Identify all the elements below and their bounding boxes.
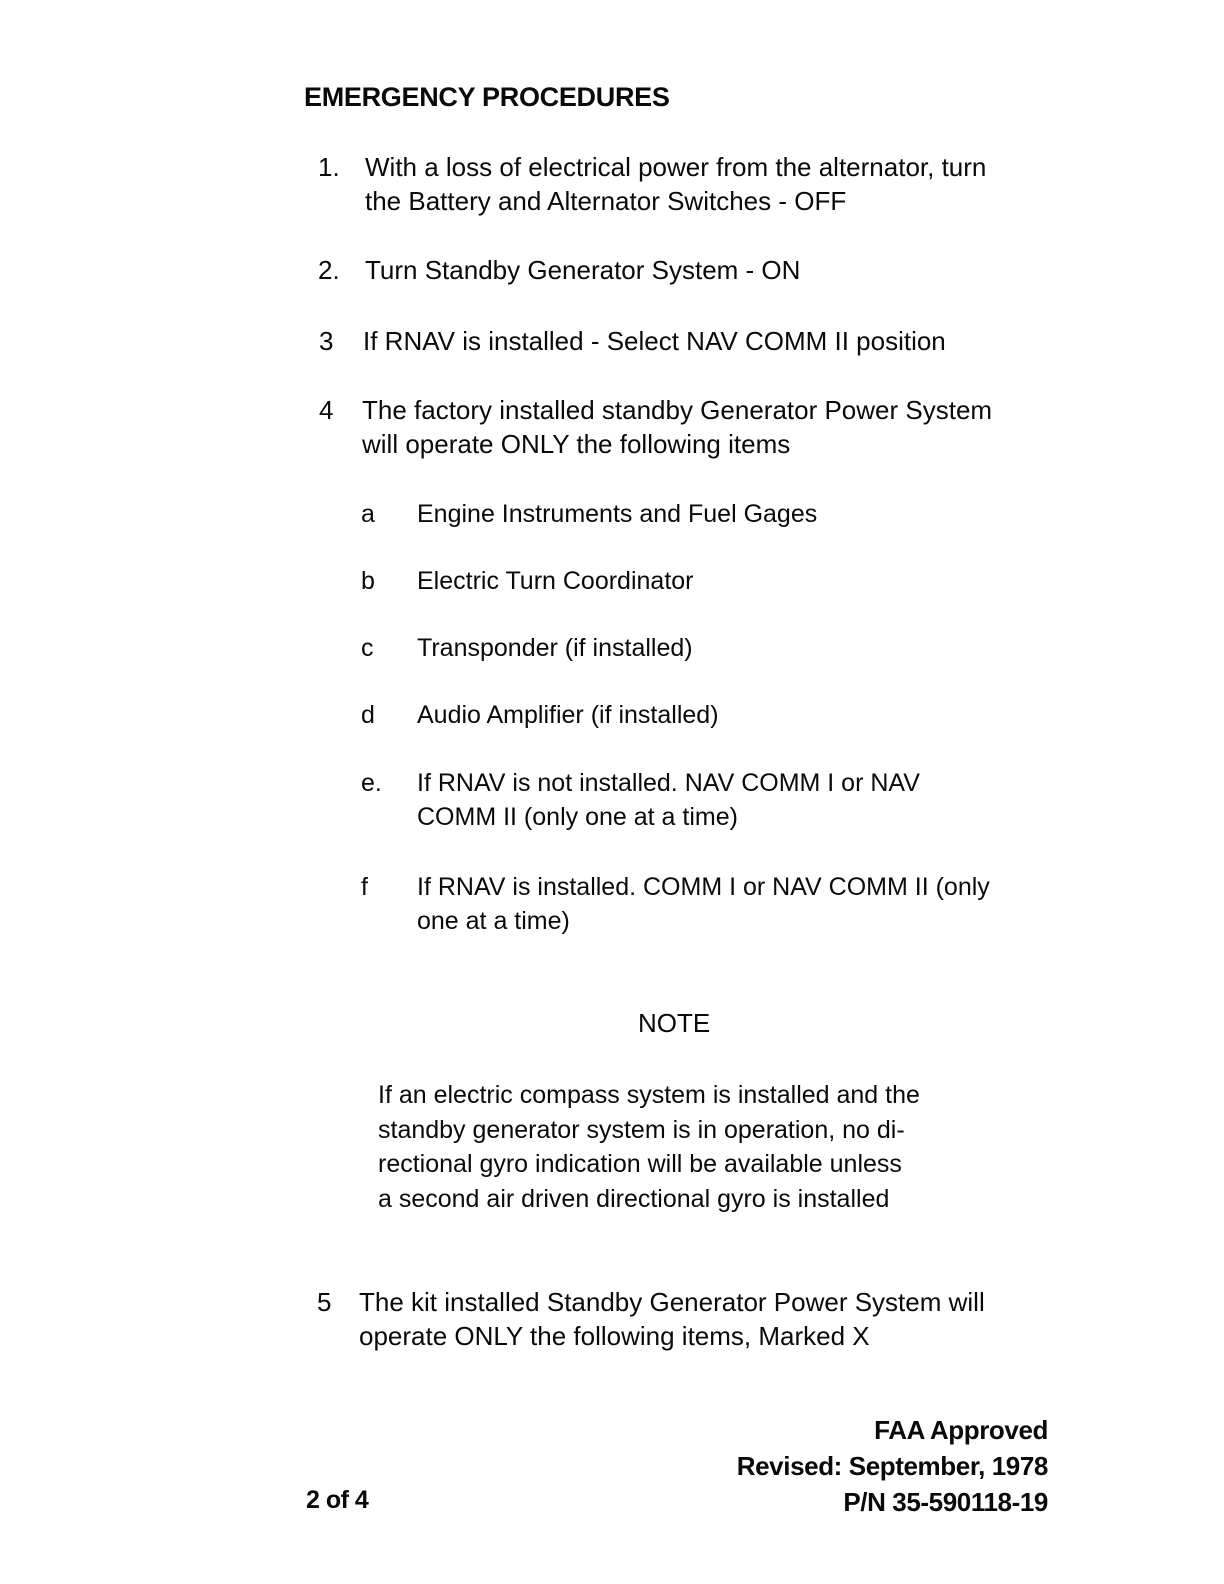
step-number: 2.	[318, 255, 340, 285]
sub-item-text: Engine Instruments and Fuel Gages	[417, 500, 818, 528]
page-number: 2 of 4	[306, 1486, 369, 1514]
step-3	[319, 324, 1059, 360]
sub-item-letter: b	[361, 567, 375, 595]
sub-item-text: Audio Amplifier (if installed)	[417, 701, 719, 729]
step-text: Turn Standby Generator System - ON	[365, 255, 801, 285]
sub-item-f	[361, 870, 1061, 940]
sub-item-b	[361, 564, 1061, 600]
sub-item-text: Transponder (if installed)	[417, 634, 693, 662]
footer-approval-block	[737, 1412, 1048, 1520]
step-4	[319, 393, 1059, 463]
sub-item-e	[361, 766, 1061, 836]
sub-item-letter: e.	[361, 769, 382, 797]
sub-item-c	[361, 631, 1061, 667]
sub-item-text: Electric Turn Coordinator	[417, 567, 694, 595]
step-number: 5	[317, 1287, 332, 1317]
step-number: 3	[319, 326, 334, 356]
revision-date: Revised: September, 1978	[736, 1451, 1048, 1481]
sub-item-letter: d	[361, 701, 375, 729]
step-number: 4	[319, 395, 334, 425]
sub-item-text: If RNAV is not installed. NAV COMM I or NAV COMM II (only one at a time)	[417, 769, 920, 831]
step-number: 1.	[318, 152, 340, 182]
step-2	[318, 253, 1058, 289]
step-text: With a loss of electrical power from the alternator, turn the Battery and Alternator Switches - OFF	[365, 152, 987, 216]
sub-item-letter: a	[361, 500, 375, 528]
faa-approved: FAA Approved	[874, 1415, 1048, 1445]
step-5	[317, 1285, 1057, 1355]
page-heading: EMERGENCY PROCEDURES	[304, 82, 670, 112]
sub-item-a	[361, 497, 1061, 533]
sub-item-d	[361, 698, 1061, 734]
step-text: If RNAV is installed - Select NAV COMM II position	[363, 326, 946, 356]
note-body: If an electric compass system is installed and the standby generator system is in operation, no di- rectional gyro indication will be available unless a second air driven directional gyro is installed	[378, 1081, 920, 1213]
step-text: The kit installed Standby Generator Power System will operate ONLY the following items, Marked X	[359, 1287, 985, 1351]
step-1	[318, 150, 1058, 220]
sub-item-letter: c	[361, 634, 374, 662]
sub-item-letter: f	[361, 873, 368, 901]
note-title: NOTE	[638, 1008, 711, 1038]
part-number: P/N 35-590118-19	[843, 1487, 1048, 1517]
sub-item-text: If RNAV is installed. COMM I or NAV COMM II (only one at a time)	[417, 873, 990, 935]
step-text: The factory installed standby Generator Power System will operate ONLY the following items	[362, 395, 993, 459]
